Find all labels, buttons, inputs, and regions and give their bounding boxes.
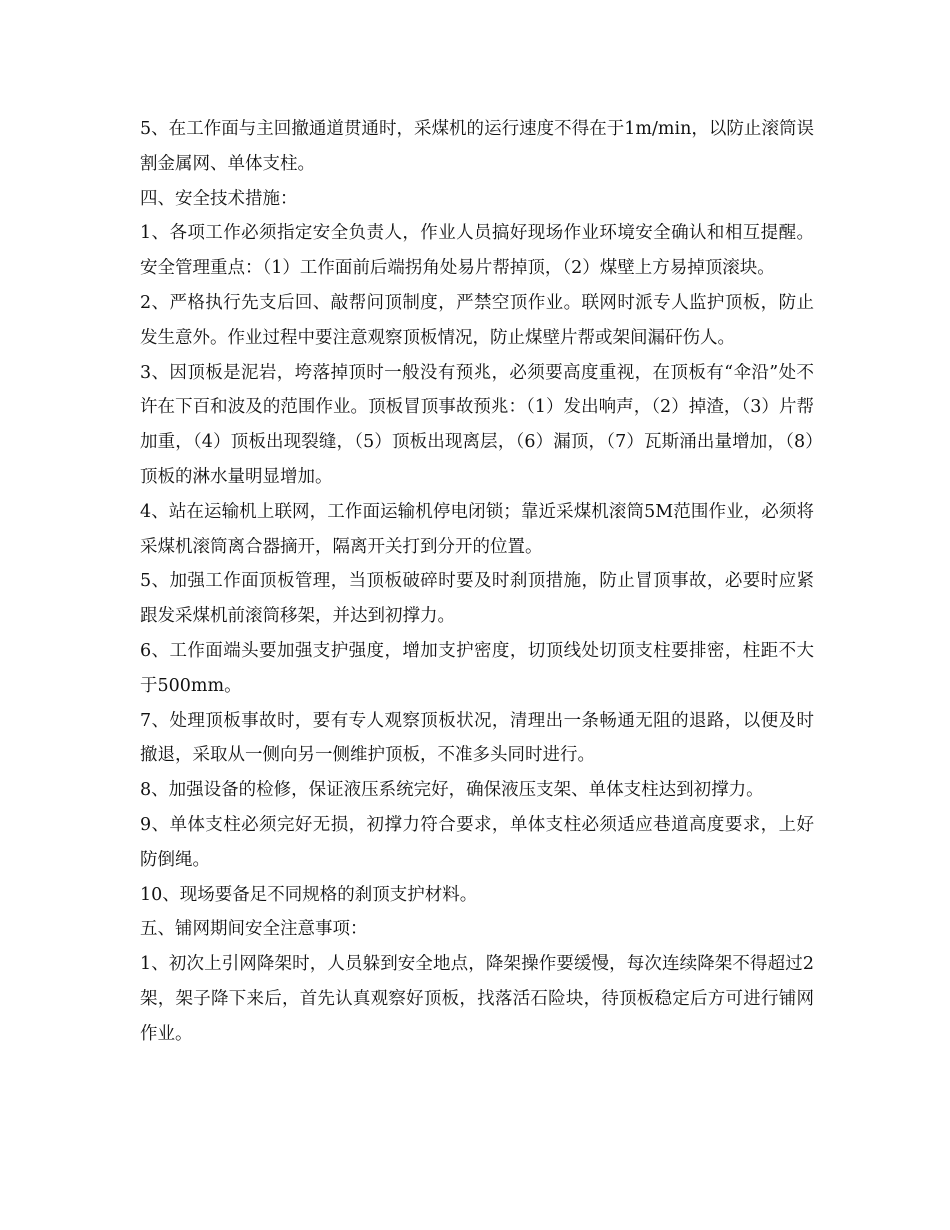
paragraph-4: 3、因顶板是泥岩，垮落掉顶时一般没有预兆，必须要高度重视，在顶板有“伞沿”处不许在下百和波及的范围作业。顶板冒顶事故预兆：（1）发出响声，（2）掉渣，（3）片帮加重，（4）顶板出现裂缝，（5）顶板出现离层，（6）漏顶，（7）瓦斯涌出量增加，（8）顶板的淋水量明显增加。 xyxy=(140,362,814,487)
section-heading-4: 四、安全技术措施： xyxy=(140,188,298,209)
paragraph-3: 2、严格执行先支后回、敲帮问顶制度，严禁空顶作业。联网时派专人监护顶板，防止发生意外。作业过程中要注意观察顶板情况，防止煤壁片帮或架间漏矸伤人。 xyxy=(140,292,814,348)
paragraph-1: 5、在工作面与主回撤通道贯通时，采煤机的运行速度不得在于1m/min，以防止滚筒误割金属网、单体支柱。 xyxy=(140,119,814,174)
paragraph-6: 5、加强工作面顶板管理，当顶板破碎时要及时刹顶措施，防止冒顶事故，必要时应紧跟发采煤机前滚筒移架，并达到初撑力。 xyxy=(140,571,814,627)
paragraph-11: 10、现场要备足不同规格的刹顶支护材料。 xyxy=(140,884,478,905)
paragraph-12: 1、初次上引网降架时，人员躲到安全地点，降架操作要缓慢，每次连续降架不得超过2架，架子降下来后，首先认真观察好顶板，找落活石险块，待顶板稳定后方可进行铺网作业。 xyxy=(140,954,814,1044)
paragraph-2: 1、各项工作必须指定安全负责人，作业人员搞好现场作业环境安全确认和相互提醒。安全管理重点：（1）工作面前后端拐角处易片帮掉顶，（2）煤壁上方易掉顶滚块。 xyxy=(140,223,814,279)
paragraph-7: 6、工作面端头要加强支护强度，增加支护密度，切顶线处切顶支柱要排密，柱距不大于500mm。 xyxy=(140,640,814,696)
paragraph-8: 7、处理顶板事故时，要有专人观察顶板状况，清理出一条畅通无阻的退路，以便及时撤退，采取从一侧向另一侧维护顶板，不准多头同时进行。 xyxy=(140,710,814,766)
paragraph-10: 9、单体支柱必须完好无损，初撑力符合要求，单体支柱必须适应巷道高度要求，上好防倒绳。 xyxy=(140,814,814,870)
section-heading-5: 五、铺网期间安全注意事项： xyxy=(140,919,368,940)
document-page xyxy=(140,112,814,1052)
paragraph-5: 4、站在运输机上联网，工作面运输机停电闭锁；靠近采煤机滚筒5M范围作业，必须将采煤机滚筒离合器摘开，隔离开关打到分开的位置。 xyxy=(140,501,814,557)
paragraph-9: 8、加强设备的检修，保证液压系统完好，确保液压支架、单体支柱达到初撑力。 xyxy=(140,780,764,801)
